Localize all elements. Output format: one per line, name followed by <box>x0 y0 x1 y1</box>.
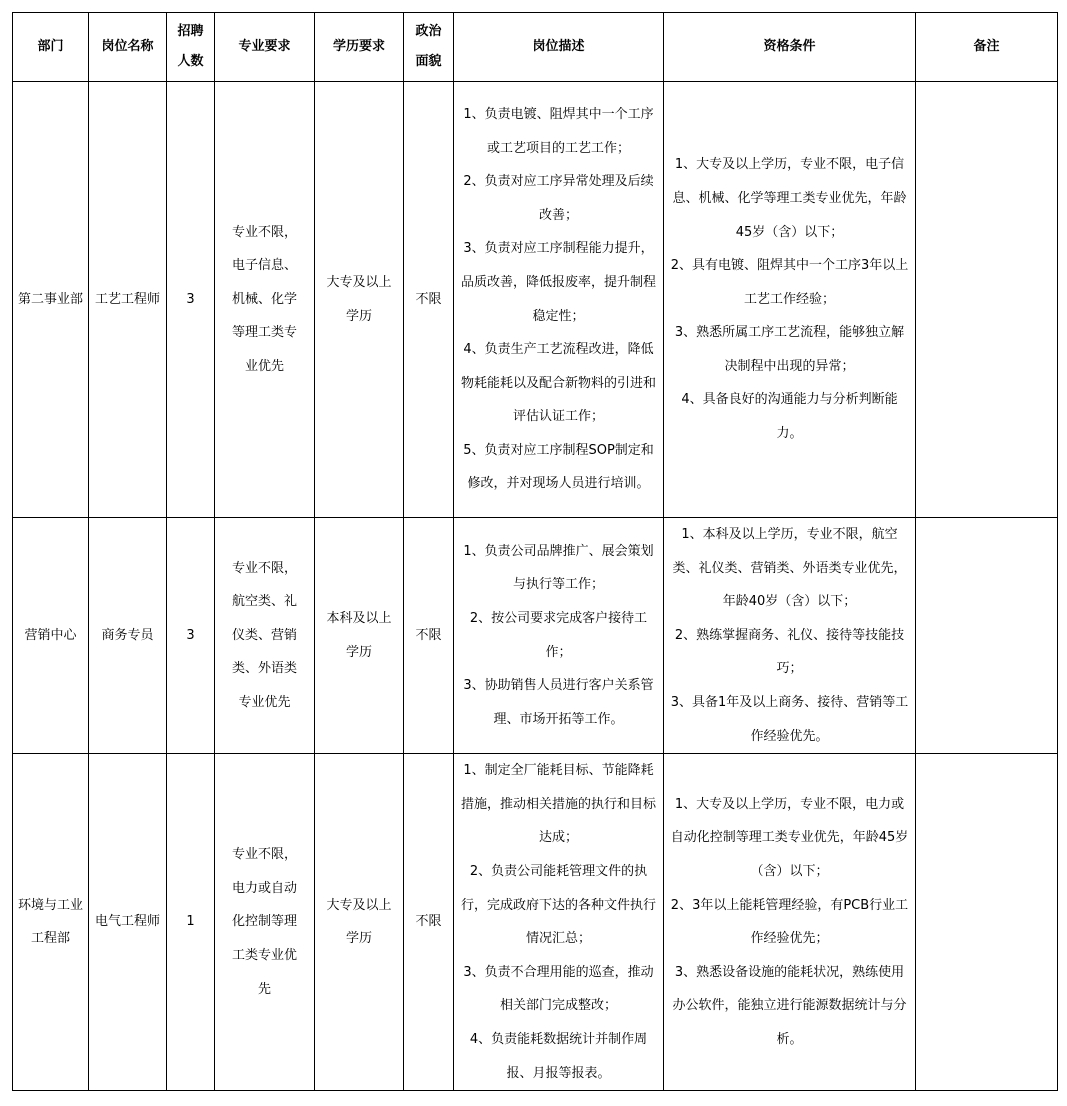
header-education: 学历要求 <box>315 13 404 82</box>
header-major: 专业要求 <box>215 13 315 82</box>
description-item: 3、负责对应工序制程能力提升，品质改善，降低报废率，提升制程稳定性； <box>461 241 657 324</box>
remarks-cell <box>916 754 1058 1091</box>
qualification-item: 3、具备1年及以上商务、接待、营销等工作经验优先。 <box>670 694 909 744</box>
count-cell: 3 <box>167 518 215 754</box>
position-cell: 商务专员 <box>89 518 167 754</box>
major-cell: 专业不限，电力或自动化控制等理工类专业优先 <box>215 754 315 1091</box>
description-item: 1、制定全厂能耗目标、节能降耗措施，推动相关措施的执行和目标达成； <box>461 763 657 846</box>
qualification-item: 2、具有电镀、阻焊其中一个工序3年以上工艺工作经验； <box>670 258 909 307</box>
position-cell: 电气工程师 <box>89 754 167 1091</box>
major-cell: 专业不限，电子信息、机械、化学等理工类专业优先 <box>215 82 315 518</box>
description-cell <box>454 754 664 1091</box>
description-item: 1、负责公司品牌推广、展会策划与执行等工作； <box>463 543 654 593</box>
qualification-item: 1、本科及以上学历，专业不限，航空类、礼仪类、营销类、外语类专业优先，年龄40岁（含）以下； <box>672 527 907 610</box>
department-cell: 营销中心 <box>13 518 89 754</box>
table-row <box>13 518 1058 754</box>
description-item: 2、负责公司能耗管理文件的执行，完成政府下达的各种文件执行情况汇总； <box>461 863 657 947</box>
qualifications-cell <box>664 754 916 1091</box>
header-row <box>13 13 1058 82</box>
qualification-item: 2、熟练掌握商务、礼仪、接待等技能技巧； <box>674 627 905 677</box>
header-count: 招聘人数 <box>167 13 215 82</box>
description-item: 4、负责生产工艺流程改进，降低物耗能耗以及配合新物料的引进和评估认证工作； <box>461 342 657 425</box>
table-row <box>13 82 1058 518</box>
header-department: 部门 <box>13 13 89 82</box>
qualification-item: 3、熟悉所属工序工艺流程，能够独立解决制程中出现的异常； <box>674 325 905 374</box>
qualifications-cell <box>664 518 916 754</box>
major-cell: 专业不限，航空类、礼仪类、营销类、外语类专业优先 <box>215 518 315 754</box>
qualification-item: 1、大专及以上学历，专业不限，电力或自动化控制等理工类专业优先，年龄45岁（含）以下； <box>670 796 909 879</box>
political-cell: 不限 <box>404 754 454 1091</box>
qualification-item: 3、熟悉设备设施的能耗状况，熟练使用办公软件，能独立进行能源数据统计与分析。 <box>672 964 907 1047</box>
description-item: 2、负责对应工序异常处理及后续改善； <box>463 174 654 223</box>
qualifications-cell <box>664 82 916 518</box>
count-cell: 1 <box>167 754 215 1091</box>
description-item: 3、负责不合理用能的巡查，推动相关部门完成整改； <box>463 964 654 1014</box>
education-cell: 大专及以上学历 <box>315 82 404 518</box>
header-qualifications: 资格条件 <box>664 13 916 82</box>
political-cell: 不限 <box>404 82 454 518</box>
header-description: 岗位描述 <box>454 13 664 82</box>
description-item: 2、按公司要求完成客户接待工作； <box>469 610 648 660</box>
recruitment-table <box>12 12 1058 1091</box>
qualification-item: 4、具备良好的沟通能力与分析判断能力。 <box>681 392 898 442</box>
description-item: 3、协助销售人员进行客户关系管理、市场开拓等工作。 <box>463 678 654 727</box>
description-cell <box>454 518 664 754</box>
education-cell: 本科及以上学历 <box>315 518 404 754</box>
department-cell: 环境与工业工程部 <box>13 754 89 1091</box>
header-position: 岗位名称 <box>89 13 167 82</box>
remarks-cell <box>916 82 1058 518</box>
description-item: 4、负责能耗数据统计并制作周报、月报等报表。 <box>469 1031 648 1081</box>
department-cell: 第二事业部 <box>13 82 89 518</box>
political-cell: 不限 <box>404 518 454 754</box>
education-cell: 大专及以上学历 <box>315 754 404 1091</box>
position-cell: 工艺工程师 <box>89 82 167 518</box>
header-political: 政治面貌 <box>404 13 454 82</box>
description-item: 5、负责对应工序制程SOP制定和修改，并对现场人员进行培训。 <box>463 442 654 492</box>
description-cell <box>454 82 664 518</box>
qualification-item: 1、大专及以上学历，专业不限，电子信息、机械、化学等理工类专业优先，年龄45岁（含）以下； <box>672 157 907 240</box>
remarks-cell <box>916 518 1058 754</box>
count-cell: 3 <box>167 82 215 518</box>
description-item: 1、负责电镀、阻焊其中一个工序或工艺项目的工艺工作； <box>463 106 654 156</box>
qualification-item: 2、3年以上能耗管理经验，有PCB行业工作经验优先； <box>670 897 909 947</box>
table-row <box>13 754 1058 1091</box>
header-remarks: 备注 <box>916 13 1058 82</box>
